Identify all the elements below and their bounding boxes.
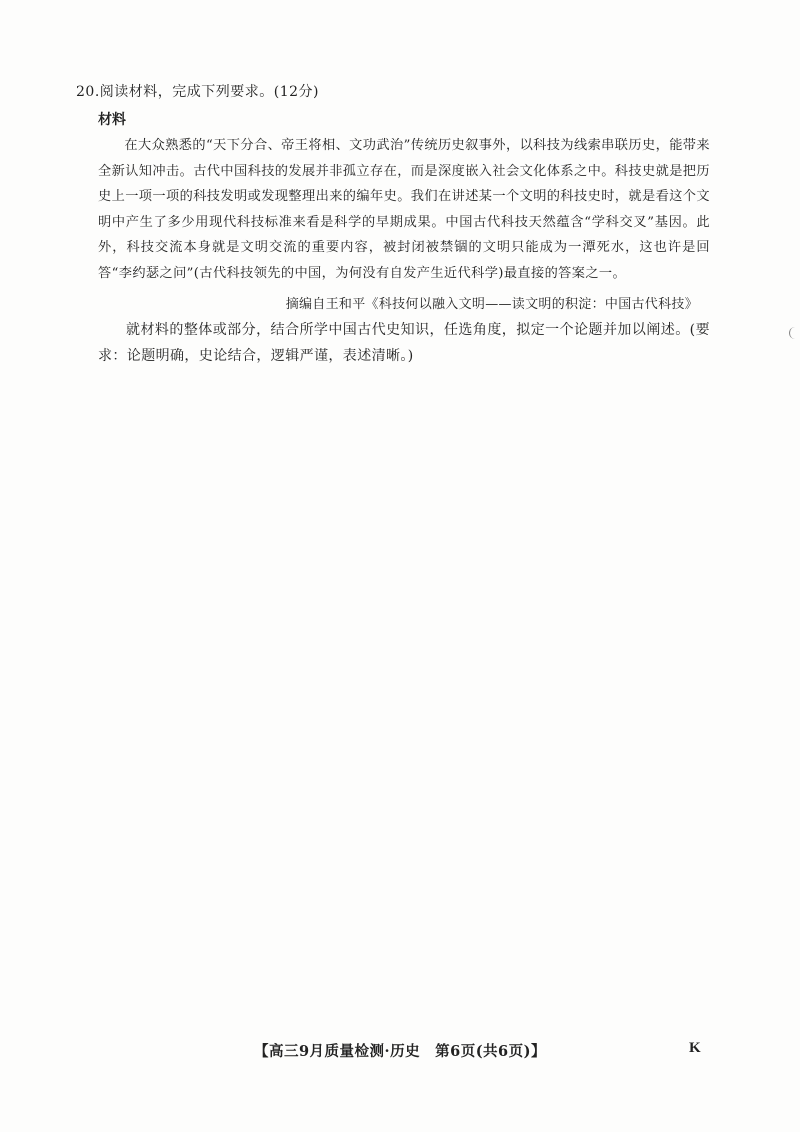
exam-version-mark: K bbox=[689, 1040, 701, 1056]
material-text: 在大众熟悉的“天下分合、帝王将相、文功武治”传统历史叙事外，以科技为线索串联历史，能带来全新认知冲击。古代中国科技的发展并非孤立存在，而是深度嵌入社会文化体系之中。科技史就是把历史上一项一项的科技发明或发现整理出来的编年史。我们在讲述某一个文明的科技史时，就是看这个文明中产生了多少用现代科技标准来看是科学的早期成果。中国古代科技天然蕴含“学科交叉”基因。此外，科技交流本身就是文明交流的重要内容，被封闭被禁锢的文明只能成为一潭死水，这也许是回答“李约瑟之问”(古代科技领先的中国，为何没有自发产生近代科学)最直接的答案之一。 bbox=[98, 138, 710, 281]
source-citation: 摘编自王和平《科技何以融入文明——读文明的积淀：中国古代科技》 bbox=[285, 297, 698, 312]
margin-scan-mark bbox=[789, 327, 798, 339]
question-requirement: 就材料的整体或部分，结合所学中国古代史知识，任选角度，拟定一个论题并加以阐述。(要求：论题明确，史论结合，逻辑严谨，表述清晰。) bbox=[98, 322, 710, 364]
question-title: 20.阅读材料，完成下列要求。(12分) bbox=[76, 84, 320, 100]
page-footer: 【高三9月质量检测·历史 第6页(共6页)】 bbox=[253, 1043, 547, 1060]
material-label: 材料 bbox=[98, 112, 126, 128]
